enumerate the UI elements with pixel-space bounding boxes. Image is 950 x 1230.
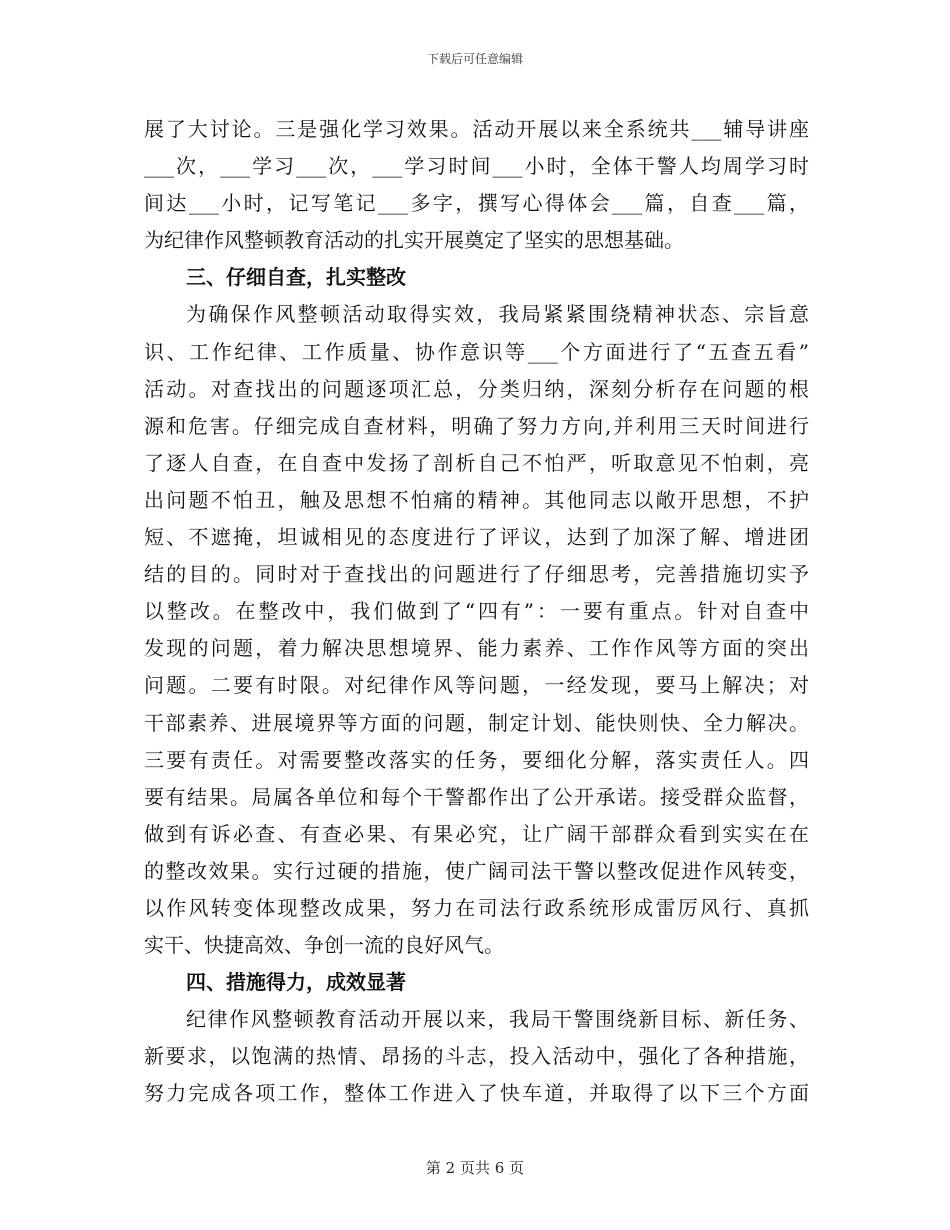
text-line: 纪律作风整顿教育活动开展以来，我局干警围绕新目标、新任务、: [186, 1007, 809, 1032]
text-line: 三要有责任。对需要整改落实的任务，要细化分解，落实责任人。四: [144, 747, 809, 772]
text-line: 活动。对查找出的问题逐项汇总，分类归纳，深刻分析存在问题的根: [144, 376, 809, 401]
text-line: 源和危害。仔细完成自查材料，明确了努力方向,并利用三天时间进行: [144, 413, 809, 438]
text-line: 以整改。在整改中，我们做到了“四有”：一要有重点。针对自查中: [144, 599, 809, 624]
text-line: 短、不遮掩，坦诚相见的态度进行了评议，达到了加深了解、增进团: [144, 525, 809, 550]
text-line: 发现的问题，着力解决思想境界、能力素养、工作作风等方面的突出: [144, 636, 809, 661]
section-heading: 三、仔细自查，扎实整改: [186, 265, 406, 290]
text-line: 努力完成各项工作，整体工作进入了快车道，并取得了以下三个方面: [144, 1081, 809, 1106]
text-line: 新要求，以饱满的热情、昂扬的斗志，投入活动中，强化了各种措施，: [144, 1044, 809, 1069]
page-footer: 第 2 页共 6 页: [425, 1159, 525, 1177]
text-line: 要有结果。局属各单位和每个干警都作出了公开承诺。接受群众监督，: [144, 784, 809, 809]
text-line: 识、工作纪律、工作质量、协作意识等___个方面进行了“五查五看”: [144, 339, 809, 364]
text-line: 为纪律作风整顿教育活动的扎实开展奠定了坚实的思想基础。: [144, 228, 684, 253]
text-line: ___次，___学习___次，___学习时间___小时，全体干警人均周学习时: [144, 154, 809, 179]
text-line: 了逐人自查，在自查中发扬了剖析自己不怕严，听取意见不怕刺，亮: [144, 450, 809, 475]
document-body: [144, 111, 809, 1113]
text-line: 的整改效果。实行过硬的措施，使广阔司法干警以整改促进作风转变，: [144, 858, 809, 883]
text-line: 干部素养、进展境界等方面的问题，制定计划、能快则快、全力解决。: [144, 710, 809, 735]
text-line: 问题。二要有时限。对纪律作风等问题，一经发现，要马上解决；对: [144, 673, 809, 698]
text-line: 出问题不怕丑，触及思想不怕痛的精神。其他同志以敞开思想，不护: [144, 487, 809, 512]
text-line: 以作风转变体现整改成果，努力在司法行政系统形成雷厉风行、真抓: [144, 895, 809, 920]
text-line: 为确保作风整顿活动取得实效，我局紧紧围绕精神状态、宗旨意: [186, 302, 809, 327]
text-line: 实干、快捷高效、争创一流的良好风气。: [144, 933, 504, 958]
page-header: 下载后可任意编辑: [426, 52, 523, 66]
text-line: 做到有诉必查、有查必果、有果必究，让广阔干部群众看到实实在在: [144, 821, 809, 846]
text-line: 间达___小时，记写笔记___多字，撰写心得体会___篇，自查___篇，: [144, 191, 809, 216]
text-line: 展了大讨论。三是强化学习效果。活动开展以来全系统共___辅导讲座: [144, 117, 809, 141]
text-line: 结的目的。同时对于查找出的问题进行了仔细思考，完善措施切实予: [144, 562, 809, 587]
section-heading: 四、措施得力，成效显著: [186, 970, 406, 995]
